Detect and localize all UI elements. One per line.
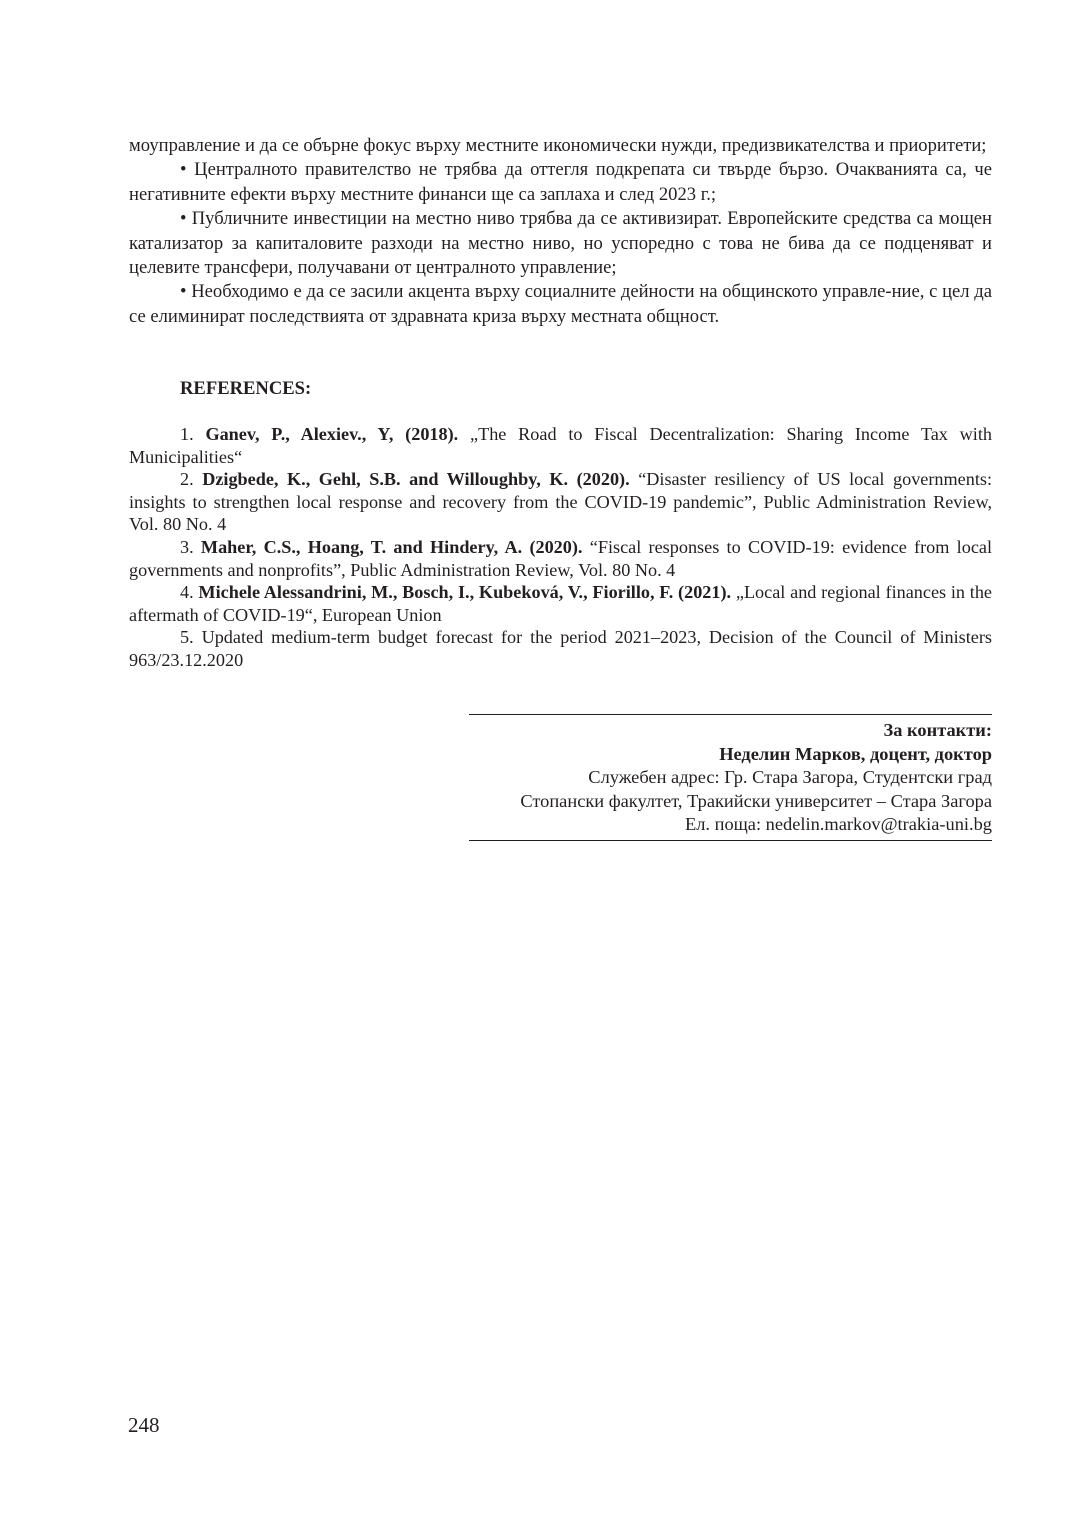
contact-top-divider xyxy=(469,714,992,715)
contact-name: Неделин Марков, доцент, доктор xyxy=(719,743,992,764)
reference-number: 1. xyxy=(180,424,194,444)
reference-authors: Ganev, P., Alexiev., Y, (2018). xyxy=(205,424,459,444)
reference-title: “Disaster resiliency of US local governments: insights to strengthen local response and recovery from the COVID-19 pandemic”, Public Administration Review, Vol. 80 No. 4 xyxy=(129,469,993,535)
bullet-paragraph: • Необходимо е да се засили акцента върху социалните дейности на общинското управле-ние, с цел да се елиминират последствията от здравната криза върху местната общност. xyxy=(129,281,992,327)
reference-title: „The Road to Fiscal Decentralization: Sharing Income Tax with Municipalities“ xyxy=(129,424,992,467)
page-number: 248 xyxy=(128,1413,160,1437)
references-heading: REFERENCES: xyxy=(180,378,312,399)
reference-item xyxy=(129,423,992,468)
contact-faculty: Стопански факултет, Тракийски университет – Стара Загора xyxy=(520,790,992,811)
paragraph-continuation: моуправление и да се обърне фокус върху местните икономически нужди, предизвикателства и приоритети; xyxy=(129,135,987,156)
bullet-paragraph: • Публичните инвестиции на местно ниво трябва да се активизират. Европейските средства са мощен катализатор за капиталовите разходи на местно ниво, но успоредно с това не бива да се подценяват и целевите трансфери, получавани от централното управление; xyxy=(129,208,992,279)
reference-title: Updated medium-term budget forecast for the period 2021–2023, Decision of the Council of Ministers 963/23.12.2020 xyxy=(129,627,993,670)
reference-number: 5. xyxy=(180,627,194,648)
contact-bottom-divider xyxy=(469,840,992,841)
reference-authors: Michele Alessandrini, M., Bosch, I., Kubeková, V., Fiorillo, F. (2021). xyxy=(198,582,732,603)
reference-title: “Fiscal responses to COVID-19: evidence from local governments and nonprofits”, Public Administration Review, Vol. 80 No. 4 xyxy=(129,536,993,580)
references-list xyxy=(129,423,992,672)
bullet-paragraph: • Централното правителство не трябва да оттегля подкрепата си твърде бързо. Очакванията са, че негативните ефекти върху местните финанси ще са заплаха и след 2023 г.; xyxy=(129,159,992,205)
reference-item xyxy=(129,626,992,671)
contact-heading: За контакти: xyxy=(883,720,992,740)
reference-authors: Maher, C.S., Hoang, T. and Hindery, A. (2020). xyxy=(200,536,583,557)
contact-email: Ел. поща: nedelin.markov@trakia-uni.bg xyxy=(685,814,992,835)
reference-number: 3. xyxy=(180,536,194,557)
reference-item xyxy=(129,581,992,626)
body-text xyxy=(129,134,992,329)
reference-item xyxy=(129,536,992,581)
reference-number: 4. xyxy=(180,582,194,603)
reference-title: „Local and regional finances in the aftermath of COVID-19“, European Union xyxy=(129,582,993,625)
reference-number: 2. xyxy=(180,469,194,490)
reference-authors: Dzigbede, K., Gehl, S.B. and Willoughby, K. (2020). xyxy=(202,469,630,490)
contact-block xyxy=(469,719,992,837)
contact-address: Служебен адрес: Гр. Стара Загора, Студентски град xyxy=(588,767,992,788)
reference-item xyxy=(129,468,992,536)
